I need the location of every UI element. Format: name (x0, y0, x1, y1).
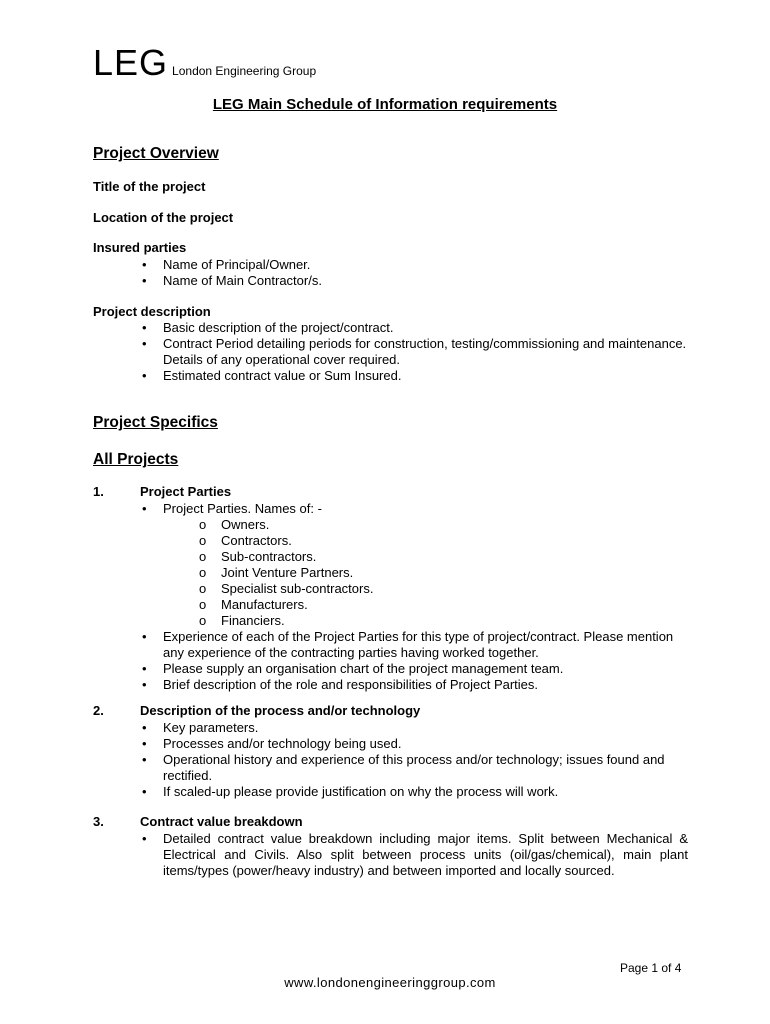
list-item: • Contract Period detailing periods for construction, testing/commissioning and maintenance. Details of any operational cover required. (140, 336, 688, 368)
company-logo (93, 42, 316, 84)
label-location-of-project: Location of the project (93, 210, 234, 225)
heading-all-projects: All Projects (93, 451, 179, 468)
list-item: • Please supply an organisation chart of the project management team. (140, 661, 688, 677)
document-title: LEG Main Schedule of Information requirements (212, 96, 558, 113)
label-insured-parties: Insured parties (93, 240, 187, 255)
sublist-item: o Specialist sub-contractors. (163, 581, 688, 597)
project-description-list (140, 320, 688, 384)
logo-main-text: LEG (93, 42, 169, 83)
list-item: • Name of Principal/Owner. (140, 257, 688, 273)
project-parties-list (140, 501, 688, 693)
list-item (140, 501, 688, 629)
list-item: • Key parameters. (140, 720, 688, 736)
list-item: • Estimated contract value or Sum Insured. (140, 368, 688, 384)
sublist-item: o Sub-contractors. (163, 549, 688, 565)
list-item: • If scaled-up please provide justification on why the process will work. (140, 784, 688, 800)
parties-sublist (163, 517, 688, 629)
sublist-item: o Contractors. (163, 533, 688, 549)
list-item: • Processes and/or technology being used. (140, 736, 688, 752)
page-number: Page 1 of 4 (620, 961, 682, 975)
process-technology-list (140, 720, 688, 800)
footer-url: www.londonengineeringgroup.com (284, 975, 496, 990)
sublist-item: o Owners. (163, 517, 688, 533)
section-number: 3. (93, 814, 104, 829)
heading-project-specifics: Project Specifics (93, 414, 218, 431)
section-number: 2. (93, 703, 104, 718)
list-item: • Detailed contract value breakdown including major items. Split between Mechanical & Electrical and Civils. Also split between process units (oil/gas/chemical), main plant items/types (power/heavy industry) and between imported and locally sourced. (140, 831, 688, 879)
sublist-item: o Financiers. (163, 613, 688, 629)
section-label-process-technology: Description of the process and/or technology (140, 703, 421, 718)
list-item: • Operational history and experience of this process and/or technology; issues found and rectified. (140, 752, 688, 784)
section-label-project-parties: Project Parties (140, 484, 232, 499)
sublist-item: o Manufacturers. (163, 597, 688, 613)
list-item: • Basic description of the project/contract. (140, 320, 688, 336)
list-item: • Experience of each of the Project Parties for this type of project/contract. Please mention any experience of the contracting parties having worked together. (140, 629, 688, 661)
list-item: • Brief description of the role and responsibilities of Project Parties. (140, 677, 688, 693)
insured-parties-list (140, 257, 688, 289)
section-label-contract-value: Contract value breakdown (140, 814, 303, 829)
label-title-of-project: Title of the project (93, 179, 206, 194)
contract-value-list (140, 831, 688, 879)
heading-project-overview: Project Overview (93, 145, 219, 162)
sublist-item: o Joint Venture Partners. (163, 565, 688, 581)
logo-sub-text: London Engineering Group (172, 64, 317, 78)
section-number: 1. (93, 484, 104, 499)
parties-intro: Project Parties. Names of: - (163, 501, 322, 516)
label-project-description: Project description (93, 304, 211, 319)
list-item: • Name of Main Contractor/s. (140, 273, 688, 289)
